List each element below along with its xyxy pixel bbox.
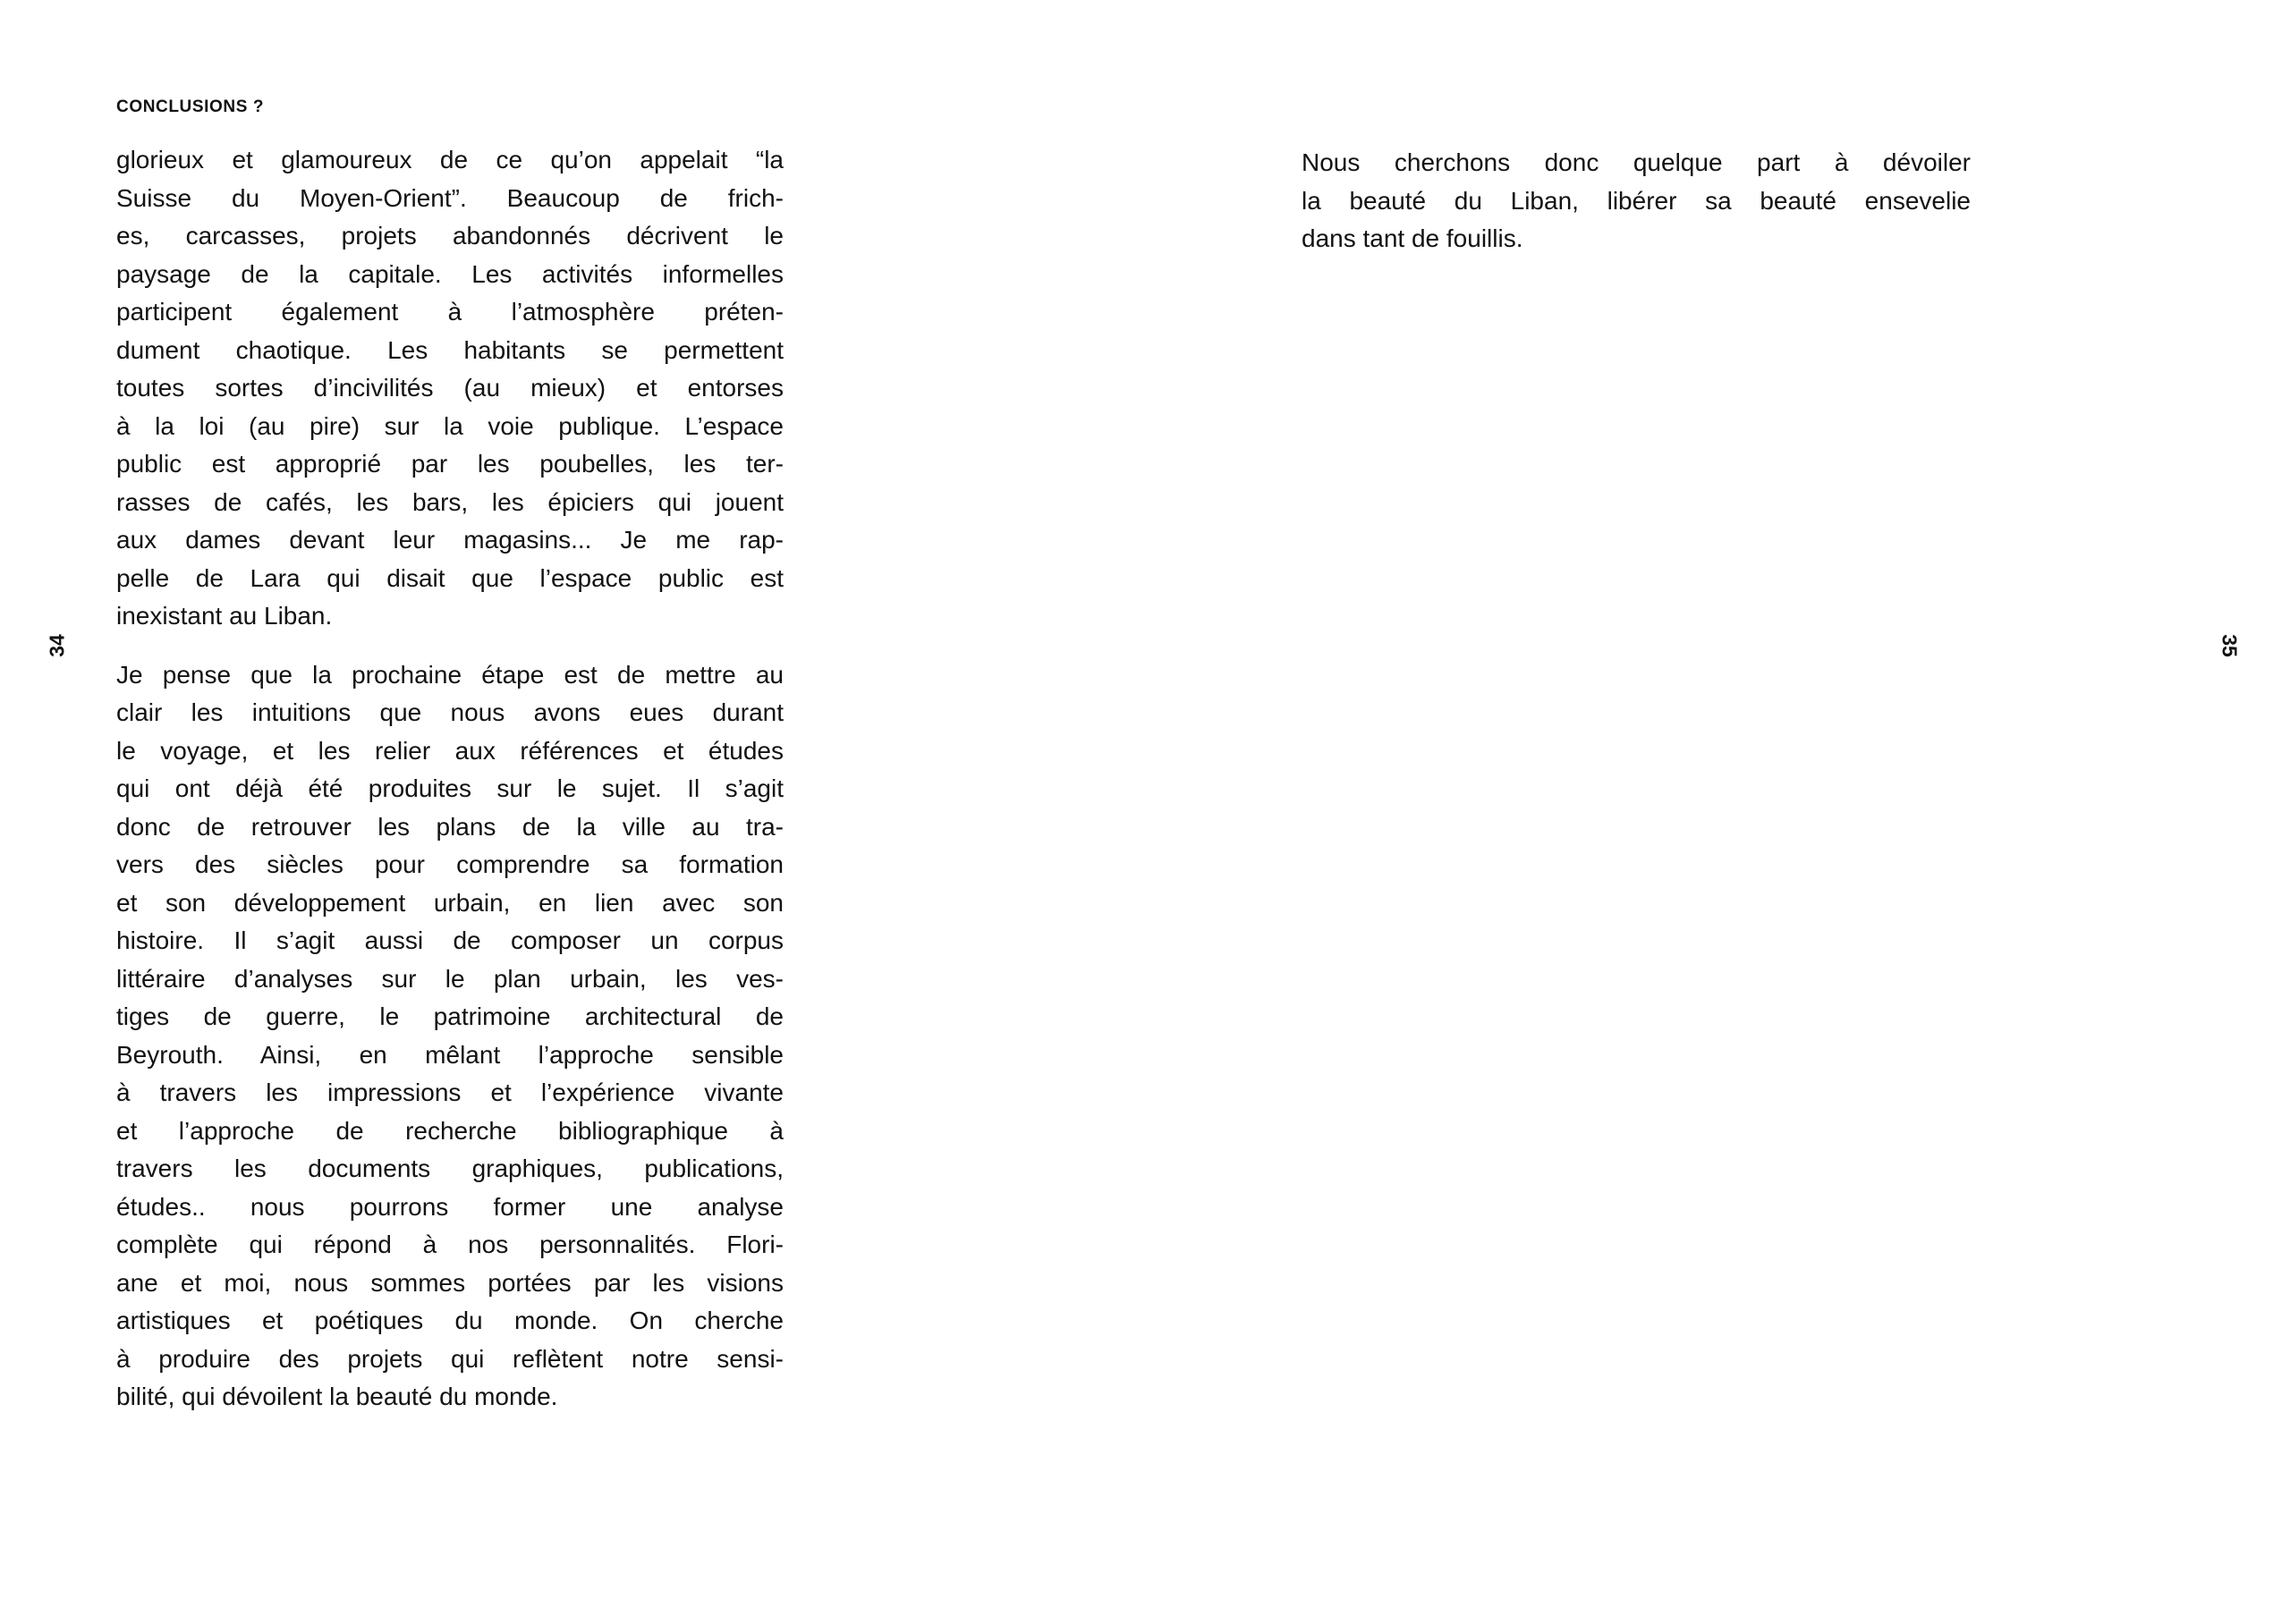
text-line: bilité, qui dévoilent la beauté du monde. — [116, 1383, 558, 1410]
text-line: donc de retrouver les plans de la ville au tra- — [116, 812, 784, 841]
text-line: la beauté du Liban, libérer sa beauté ensevelie — [1302, 186, 1971, 215]
text-line: et l’approche de recherche bibliographique à — [116, 1116, 784, 1145]
text-line: et son développement urbain, en lien avec son — [116, 888, 784, 917]
text-line: à la loi (au pire) sur la voie publique. L’espace — [116, 411, 784, 440]
text-line: le voyage, et les relier aux références et études — [116, 736, 784, 765]
text-line: es, carcasses, projets abandonnés décrivent le — [116, 222, 784, 250]
body-paragraph — [116, 656, 784, 1417]
text-line: études.. nous pourrons former une analyse — [116, 1192, 784, 1221]
text-line: inexistant au Liban. — [116, 602, 333, 630]
body-paragraph — [116, 141, 784, 636]
text-line: tiges de guerre, le patrimoine architectural de — [116, 1002, 784, 1030]
text-line: qui ont déjà été produites sur le sujet. Il s’agit — [116, 774, 784, 802]
text-line: dument chaotique. Les habitants se permettent — [116, 335, 784, 364]
text-line: rasses de cafés, les bars, les épiciers qui jouent — [116, 487, 784, 516]
text-line: travers les documents graphiques, publications, — [116, 1155, 784, 1182]
text-line: histoire. Il s’agit aussi de composer un corpus — [116, 926, 784, 954]
text-line: dans tant de fouillis. — [1302, 224, 1523, 252]
body-paragraph — [1302, 144, 1971, 258]
left-page-text-column — [116, 141, 784, 1417]
text-line: complète qui répond à nos personnalités. Flori- — [116, 1231, 784, 1258]
text-line: littéraire d’analyses sur le plan urbain, les ves- — [116, 964, 784, 993]
text-line: paysage de la capitale. Les activités informelles — [116, 259, 784, 288]
text-line: Beyrouth. Ainsi, en mêlant l’approche sensible — [116, 1040, 784, 1069]
text-line: à travers les impressions et l’expérience vivante — [116, 1078, 784, 1106]
right-page-text-column — [1302, 144, 1971, 258]
text-line: Suisse du Moyen-Orient”. Beaucoup de frich- — [116, 183, 784, 212]
text-line: toutes sortes d’incivilités (au mieux) et entorses — [116, 374, 784, 402]
text-line: pelle de Lara qui disait que l’espace public est — [116, 563, 784, 592]
text-line: participent également à l’atmosphère préten- — [116, 298, 784, 326]
text-line: ane et moi, nous sommes portées par les visions — [116, 1268, 784, 1297]
text-line: glorieux et glamoureux de ce qu’on appelait “la — [116, 146, 784, 173]
section-header: CONCLUSIONS ? — [116, 97, 265, 116]
text-line: clair les intuitions que nous avons eues durant — [116, 698, 784, 726]
text-line: Je pense que la prochaine étape est de mettre au — [116, 660, 784, 689]
text-line: Nous cherchons donc quelque part à dévoiler — [1302, 148, 1971, 176]
text-line: à produire des projets qui reflètent notre sensi- — [116, 1344, 784, 1373]
page-number-right: 35 — [2218, 634, 2242, 657]
text-line: artistiques et poétiques du monde. On cherche — [116, 1307, 784, 1334]
page-number-left: 34 — [45, 634, 69, 657]
text-line: public est approprié par les poubelles, les ter- — [116, 450, 784, 478]
text-line: vers des siècles pour comprendre sa formation — [116, 850, 784, 878]
text-line: aux dames devant leur magasins... Je me rap- — [116, 526, 784, 554]
